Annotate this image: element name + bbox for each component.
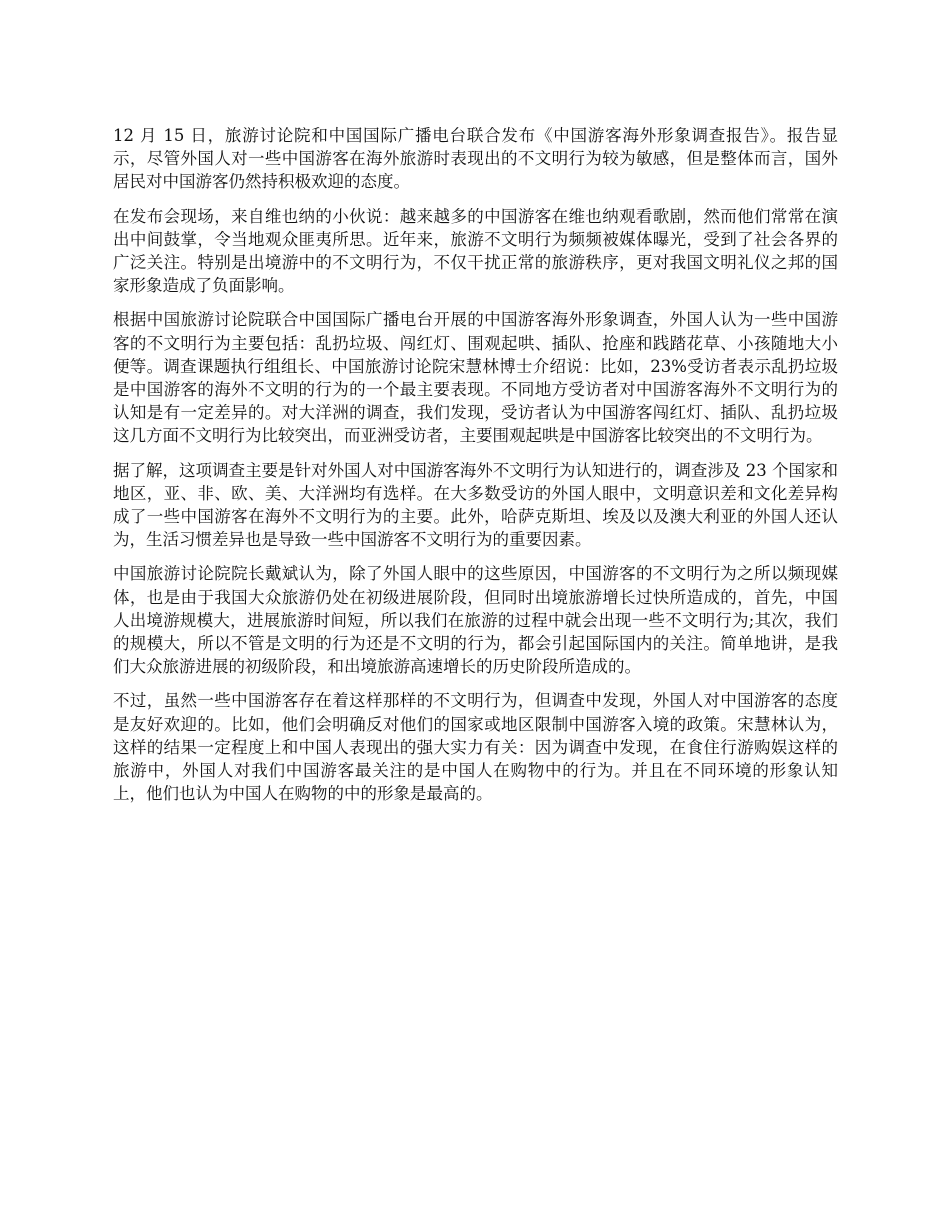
paragraph-6: 不过，虽然一些中国游客存在着这样那样的不文明行为，但调查中发现，外国人对中国游客的态度是友好欢迎的。比如，他们会明确反对他们的国家或地区限制中国游客入境的政策。宋慧林认为，这样的结果一定程度上和中国人表现出的强大实力有关：因为调查中发现，在食住行游购娱这样的旅游中，外国人对我们中国游客最关注的是中国人在购物中的行为。并且在不同环境的形象认知上，他们也认为中国人在购物的中的形象是最高的。 <box>113 691 838 804</box>
paragraph-5: 中国旅游讨论院院长戴斌认为，除了外国人眼中的这些原因，中国游客的不文明行为之所以频现媒体，也是由于我国大众旅游仍处在初级进展阶段，但同时出境旅游增长过快所造成的，首先，中国人出境游规模大，进展旅游时间短，所以我们在旅游的过程中就会出现一些不文明行为;其次，我们的规模大，所以不管是文明的行为还是不文明的行为，都会引起国际国内的关注。简单地讲，是我们大众旅游进展的初级阶段，和出境旅游高速增长的历史阶段所造成的。 <box>113 564 838 677</box>
document-body <box>113 124 838 816</box>
paragraph-2: 在发布会现场，来自维也纳的小伙说：越来越多的中国游客在维也纳观看歌剧，然而他们常常在演出中间鼓掌，令当地观众匪夷所思。近年来，旅游不文明行为频频被媒体曝光，受到了社会各界的广泛关注。特别是出境游中的不文明行为，不仅干扰正常的旅游秩序，更对我国文明礼仪之邦的国家形象造成了负面影响。 <box>113 206 838 296</box>
paragraph-1: 12 月 15 日，旅游讨论院和中国国际广播电台联合发布《中国游客海外形象调查报告》。报告显示，尽管外国人对一些中国游客在海外旅游时表现出的不文明行为较为敏感，但是整体而言，国外居民对中国游客仍然持积极欢迎的态度。 <box>113 126 838 192</box>
paragraph-3: 根据中国旅游讨论院联合中国国际广播电台开展的中国游客海外形象调查，外国人认为一些中国游客的不文明行为主要包括：乱扔垃圾、闯红灯、围观起哄、插队、抢座和践踏花草、小孩随地大小便等。调查课题执行组组长、中国旅游讨论院宋慧林博士介绍说：比如，23%受访者表示乱扔垃圾是中国游客的海外不文明的行为的一个最主要表现。不同地方受访者对中国游客海外不文明行为的认知是有一定差异的。对大洋洲的调查，我们发现，受访者认为中国游客闯红灯、插队、乱扔垃圾这几方面不文明行为比较突出，而亚洲受访者，主要围观起哄是中国游客比较突出的不文明行为。 <box>113 310 838 446</box>
paragraph-4: 据了解，这项调查主要是针对外国人对中国游客海外不文明行为认知进行的，调查涉及 23 个国家和地区，亚、非、欧、美、大洋洲均有选样。在大多数受访的外国人眼中，文明意识差和文化差异构成了一些中国游客在海外不文明行为的主要。此外，哈萨克斯坦、埃及以及澳大利亚的外国人还认为，生活习惯差异也是导致一些中国游客不文明行为的重要因素。 <box>113 460 838 550</box>
